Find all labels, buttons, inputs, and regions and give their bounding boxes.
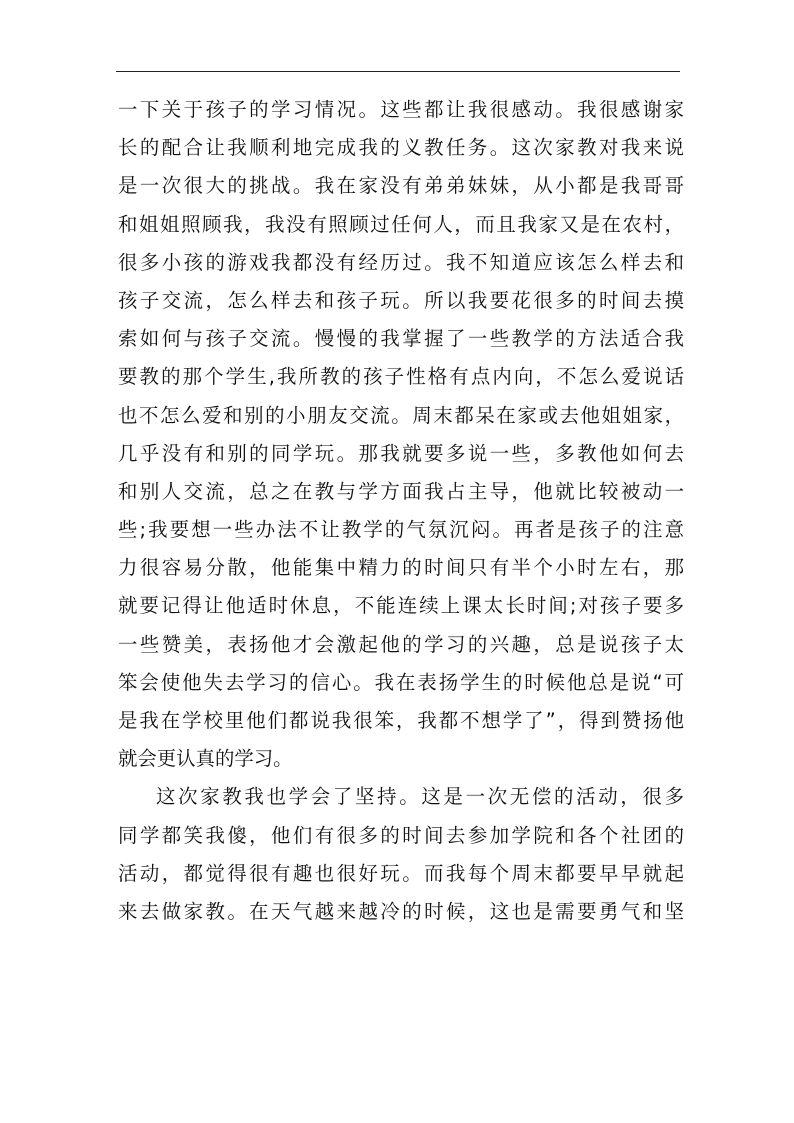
text-line: 几乎没有和别的同学玩。那我就要多说一些，多教他如何去 [118, 441, 684, 465]
text-line: 笨会使他失去学习的信心。我在表扬学生的时候他总是说“可 [118, 670, 684, 694]
paragraph-start-line: 这次家教我也学会了坚持。这是一次无偿的活动，很多 [156, 785, 684, 809]
text-line: 一下关于孩子的学习情况。这些都让我很感动。我很感谢家 [118, 98, 684, 121]
text-line: 就会更认真的学习。 [118, 747, 293, 771]
text-line: 孩子交流，怎么样去和孩子玩。所以我要花很多的时间去摸 [118, 288, 684, 312]
text-line: 是我在学校里他们都说我很笨，我都不想学了”，得到赞扬他 [118, 709, 684, 732]
text-line: 一些赞美，表扬他才会激起他的学习的兴趣，总是说孩子太 [118, 632, 684, 656]
text-line: 要教的那个学生,我所教的孩子性格有点内向，不怎么爱说话 [118, 365, 684, 389]
text-line: 很多小孩的游戏我都没有经历过。我不知道应该怎么样去和 [118, 250, 684, 274]
text-line: 索如何与孩子交流。慢慢的我掌握了一些教学的方法适合我 [118, 327, 684, 351]
text-line: 是一次很大的挑战。我在家没有弟弟妹妹，从小都是我哥哥 [118, 174, 684, 198]
body-text [118, 91, 684, 931]
text-line: 和别人交流，总之在教与学方面我占主导，他就比较被动一 [118, 479, 684, 503]
text-line: 同学都笑我傻，他们有很多的时间去参加学院和各个社团的 [118, 823, 684, 847]
header-rule [116, 71, 680, 72]
text-line: 活动，都觉得很有趣也很好玩。而我每个周末都要早早就起 [118, 861, 684, 885]
text-line: 来去做家教。在天气越来越冷的时候，这也是需要勇气和坚 [118, 899, 684, 923]
text-line: 些;我要想一些办法不让教学的气氛沉闷。再者是孩子的注意 [118, 518, 684, 542]
text-line: 也不怎么爱和别的小朋友交流。周末都呆在家或去他姐姐家， [118, 403, 684, 427]
text-line: 长的配合让我顺利地完成我的义教任务。这次家教对我来说 [118, 136, 684, 160]
text-line: 和姐姐照顾我，我没有照顾过任何人，而且我家又是在农村， [118, 212, 684, 236]
text-line: 力很容易分散，他能集中精力的时间只有半个小时左右，那 [118, 556, 684, 580]
text-line: 就要记得让他适时休息，不能连续上课太长时间;对孩子要多 [118, 594, 684, 618]
